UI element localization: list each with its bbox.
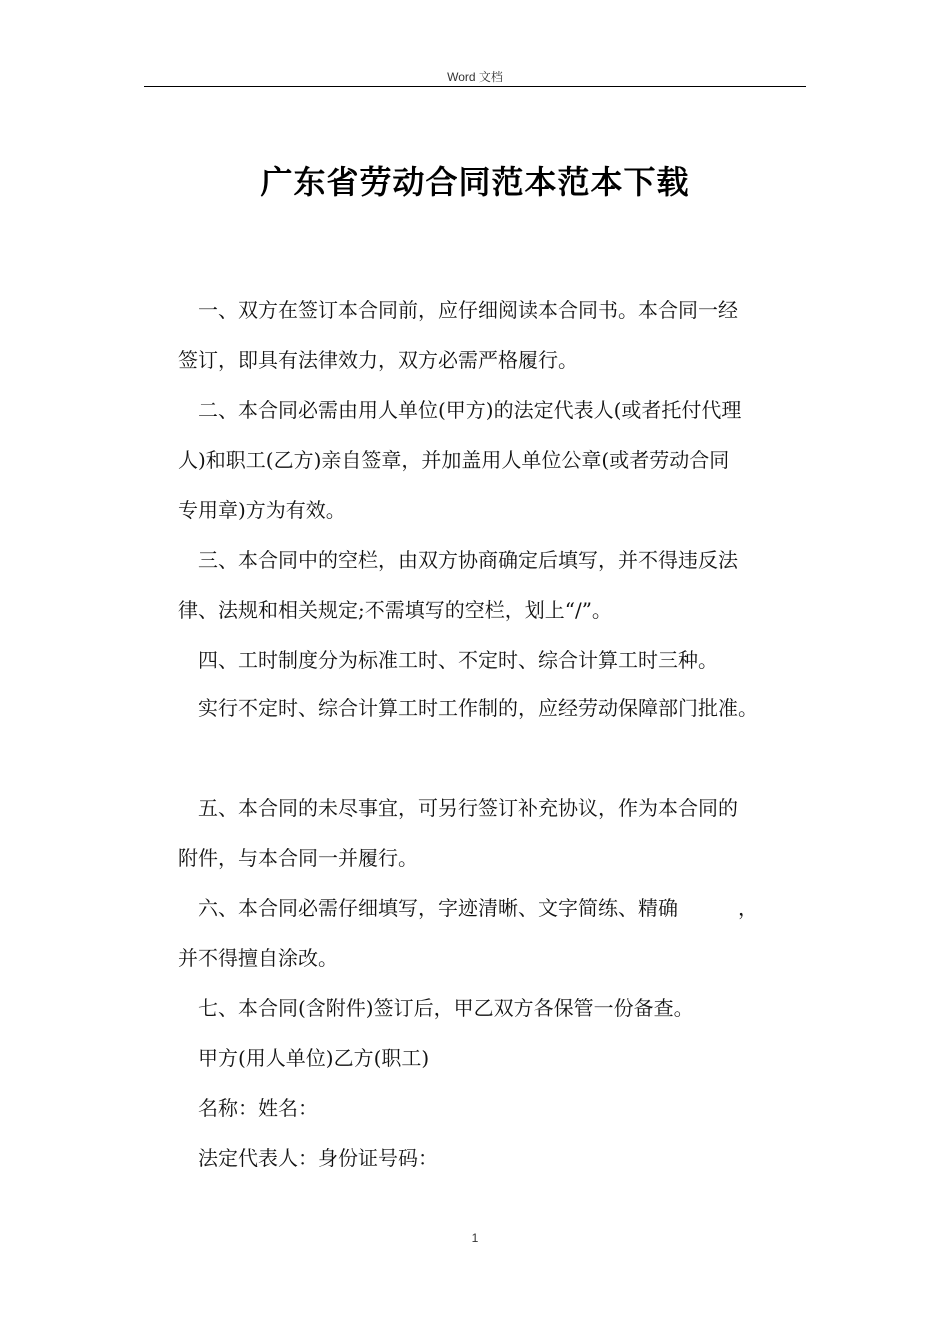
header-divider — [144, 86, 806, 87]
paragraph-line: 法定代表人：身份证号码： — [198, 1146, 438, 1170]
paragraph-line: 附件，与本合同一并履行。 — [178, 846, 418, 870]
document-title: 广东省劳动合同范本范本下载 — [260, 163, 690, 201]
paragraph-line: 六、本合同必需仔细填写，字迹清晰、文字简练、精确 ， — [198, 896, 758, 920]
paragraph-line: 七、本合同(含附件)签订后，甲乙双方各保管一份备查。 — [198, 996, 694, 1020]
paragraph-line: 名称：姓名： — [198, 1096, 318, 1120]
page-number: 1 — [471, 1231, 479, 1245]
paragraph-line: 一、双方在签订本合同前，应仔细阅读本合同书。本合同一经 — [198, 298, 738, 322]
paragraph-line: 四、工时制度分为标准工时、不定时、综合计算工时三种。 — [198, 648, 718, 672]
paragraph-line: 专用章)方为有效。 — [178, 498, 346, 522]
paragraph-line: 并不得擅自涂改。 — [178, 946, 338, 970]
paragraph-line: 三、本合同中的空栏，由双方协商确定后填写，并不得违反法 — [198, 548, 738, 572]
paragraph-line: 二、本合同必需由用人单位(甲方)的法定代表人(或者托付代理 — [198, 398, 742, 422]
paragraph-line: 实行不定时、综合计算工时工作制的，应经劳动保障部门批准。 — [198, 696, 758, 720]
paragraph-line: 人)和职工(乙方)亲自签章，并加盖用人单位公章(或者劳动合同 — [178, 448, 730, 472]
paragraph-line: 五、本合同的未尽事宜，可另行签订补充协议，作为本合同的 — [198, 796, 738, 820]
paragraph-line: 签订，即具有法律效力，双方必需严格履行。 — [178, 348, 578, 372]
paragraph-line: 律、法规和相关规定;不需填写的空栏，划上“/”。 — [178, 598, 612, 622]
paragraph-line: 甲方(用人单位)乙方(职工) — [198, 1046, 430, 1070]
page-header-label: Word 文档 — [447, 70, 503, 84]
